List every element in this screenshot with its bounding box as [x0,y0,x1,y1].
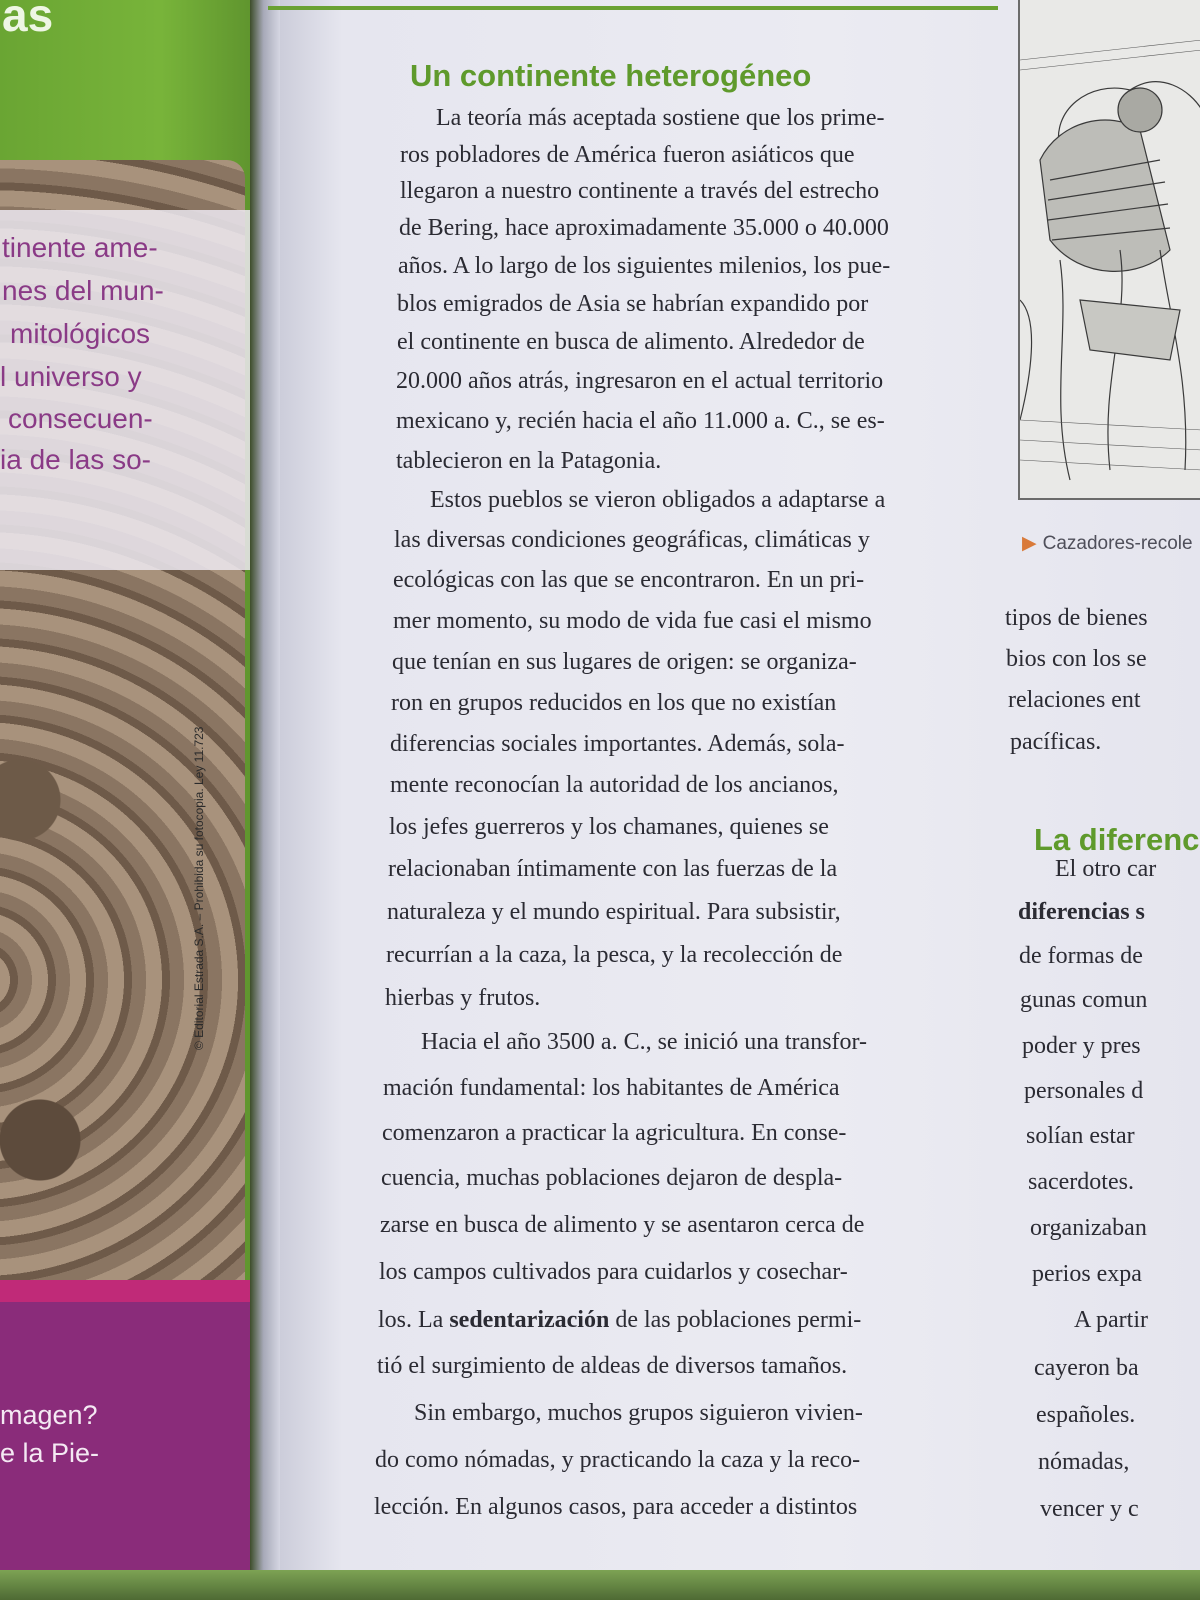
text-line: relacionaban íntimamente con las fuerzas de la [388,856,838,882]
text-line: cayeron ba [1034,1355,1139,1381]
text-line: de formas de [1019,943,1143,969]
text-line: Hacia el año 3500 a. C., se inició una transfor- [421,1029,868,1055]
illustration-caption [1022,532,1193,555]
text-line: el continente en busca de alimento. Alrededor de [397,329,865,355]
text-line-with-term [378,1305,861,1335]
text-line: tipos de bienes [1005,605,1148,631]
intro-line: l universo y [0,361,142,392]
text-line: bios con los se [1006,646,1147,672]
section-heading: Un continente heterogéneo [410,58,812,93]
text-line: naturaleza y el mundo espiritual. Para subsistir, [387,899,841,925]
page-bottom-edge [0,1570,1200,1600]
text-line: Sin embargo, muchos grupos siguieron vivien- [414,1400,863,1426]
engraving-drawing [1020,0,1200,498]
text-line: los jefes guerreros y los chamanes, quienes se [389,814,829,840]
text-line: lección. En algunos casos, para acceder a distintos [374,1494,858,1520]
text-line: cuencia, muchas poblaciones dejaron de despla- [381,1165,843,1191]
activity-band [0,1280,268,1600]
intro-line: consecuen- [8,403,153,434]
text-line: mer momento, su modo de vida fue casi el mismo [393,608,872,634]
text-line: El otro car [1055,856,1157,882]
text-line: que tenían en sus lugares de origen: se organiza- [392,649,857,675]
intro-line: ia de las so- [0,444,151,475]
book-gutter [250,0,280,1600]
text-line: sacerdotes. [1028,1169,1134,1195]
top-rule [268,6,998,10]
text-line: diferencias sociales importantes. Además, sola- [390,731,845,757]
text-line: nómadas, [1038,1449,1130,1475]
text-line: ron en grupos reducidos en los que no existían [391,690,837,716]
text-line-tail: de las poblaciones permi- [609,1307,862,1333]
text-line: españoles. [1036,1402,1136,1428]
text-line: gunas comun [1020,987,1148,1013]
text-line: años. A lo largo de los siguientes milenios, los pue- [398,253,891,279]
intro-line: nes del mun- [2,275,164,306]
text-line: A partir [1074,1307,1148,1333]
text-line: poder y pres [1022,1033,1141,1059]
text-line: de Bering, hace aproximadamente 35.000 o 40.000 [399,215,889,241]
caption-arrow-icon: ▶ [1022,533,1037,554]
caption-text: Cazadores-recole [1042,533,1193,554]
activity-line: magen? [0,1400,98,1430]
text-line: pacíficas. [1010,729,1102,755]
text-line: mación fundamental: los habitantes de América [383,1075,840,1101]
hunter-gatherers-engraving [1018,0,1200,500]
text-line: diferencias s [1018,899,1145,925]
text-line: los campos cultivados para cuidarlos y cosechar- [379,1259,848,1285]
subsection-heading: La diferenc [1034,822,1200,857]
text-line: organizaban [1030,1215,1147,1241]
text-line: blos emigrados de Asia se habrían expandido por [397,291,869,317]
text-line: do como nómadas, y practicando la caza y la reco- [375,1447,861,1473]
text-line: 20.000 años atrás, ingresaron en el actual territorio [396,368,884,394]
text-line: recurrían a la caza, la pesca, y la recolección de [386,942,843,968]
intro-text-panel [0,210,250,570]
text-line: tablecieron en la Patagonia. [396,448,662,474]
text-line: zarse en busca de alimento y se asentaron cerca de [380,1212,865,1238]
text-line: las diversas condiciones geográficas, climáticas y [394,527,870,553]
text-line: perios expa [1032,1261,1142,1287]
text-line: personales d [1024,1078,1144,1104]
chapter-tab-text: as [2,0,54,41]
text-line: La teoría más aceptada sostiene que los prime- [436,105,885,131]
intro-line: mitológicos [10,318,151,349]
text-line-head: los. La [378,1307,450,1333]
text-line: Estos pueblos se vieron obligados a adaptarse a [430,487,886,513]
left-page [0,0,268,1600]
text-line: comenzaron a practicar la agricultura. En conse- [382,1120,847,1146]
text-line: hierbas y frutos. [385,985,541,1011]
text-line: vencer y c [1040,1496,1139,1522]
text-line: relaciones ent [1008,687,1141,713]
text-line: solían estar [1026,1123,1135,1149]
intro-line: tinente ame- [2,232,158,263]
text-line: ecológicas con las que se encontraron. En un pri- [393,567,865,593]
bold-term: sedentarización [449,1307,610,1333]
text-line: tió el surgimiento de aldeas de diversos tamaños. [377,1353,848,1379]
text-line: ros pobladores de América fueron asiáticos que [400,142,855,168]
copyright-notice: © Editorial Estrada S.A. – Prohibida su fotocopia. Ley 11.723 [192,726,206,1050]
text-line: mente reconocían la autoridad de los ancianos, [390,772,839,798]
text-line: llegaron a nuestro continente a través del estrecho [400,178,880,204]
activity-line: e la Pie- [0,1438,100,1468]
text-line: mexicano y, recién hacia el año 11.000 a. C., se es- [396,408,885,434]
